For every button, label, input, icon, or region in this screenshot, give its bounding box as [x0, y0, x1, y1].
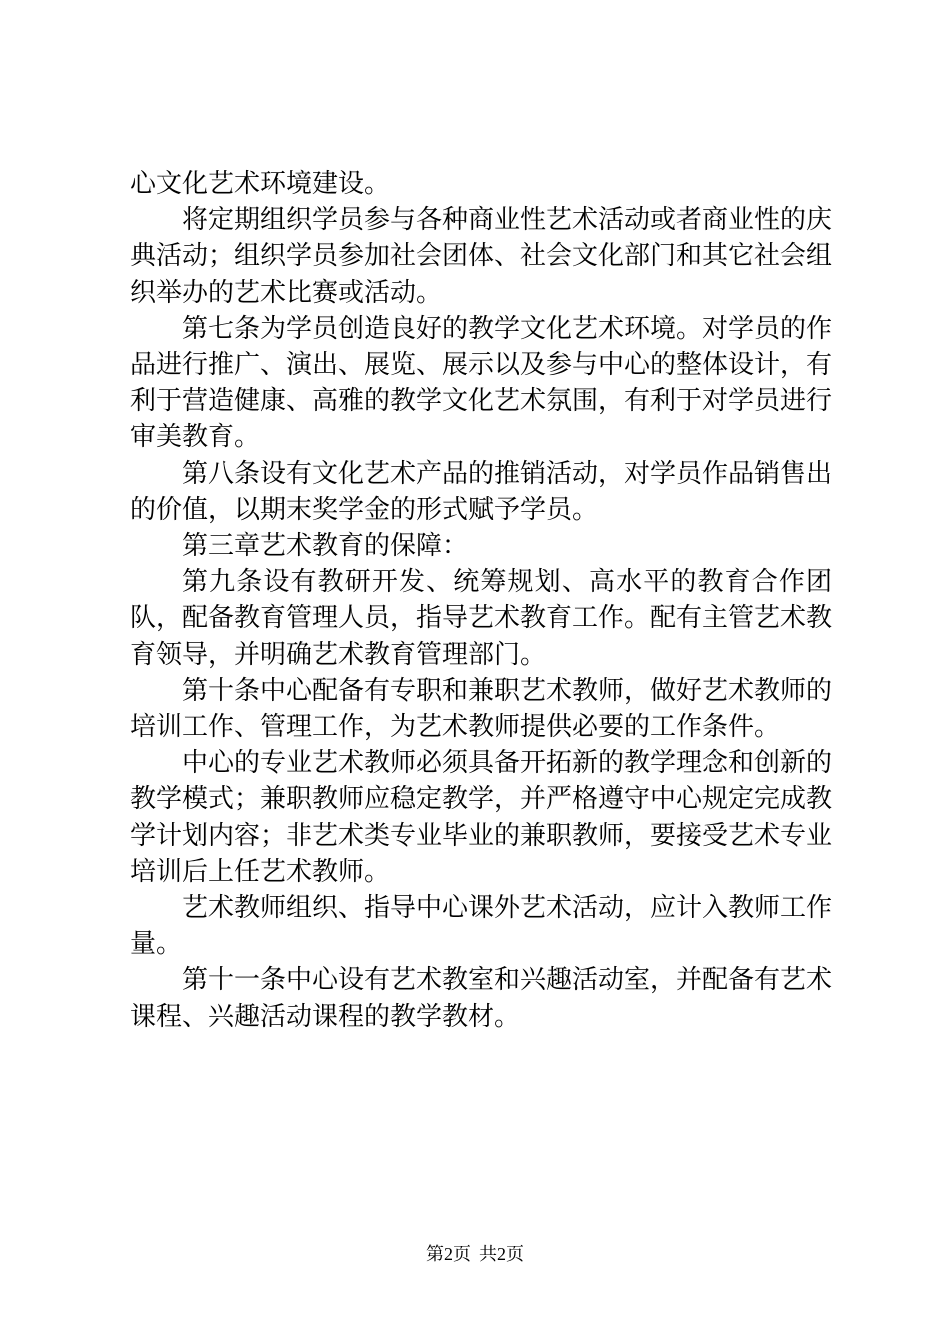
paragraph-continuation: 心文化艺术环境建设。: [130, 169, 391, 199]
paragraph-article-8: 第八条设有文化艺术产品的推销活动，对学员作品销售出的价值，以期末奖学金的形式赋予学员。: [130, 458, 833, 525]
paragraph-article-7: 第七条为学员创造良好的教学文化艺术环境。对学员的作品进行推广、演出、展览、展示以及参与中心的整体设计，有利于营造健康、高雅的教学文化艺术氛围，有利于对学员进行审美教育。: [130, 313, 833, 453]
page-total: 共2页: [479, 1244, 524, 1264]
chapter-heading: 第三章艺术教育的保障：: [182, 531, 469, 562]
paragraph-article-11: 第十一条中心设有艺术教室和兴趣活动室，并配备有艺术课程、兴趣活动课程的教学教材。: [130, 965, 833, 1032]
paragraph: 将定期组织学员参与各种商业性艺术活动或者商业性的庆典活动；组织学员参加社会团体、社会文化部门和其它社会组织举办的艺术比赛或活动。: [130, 205, 833, 308]
document-body: [130, 166, 832, 1035]
page-footer: [0, 1242, 950, 1266]
page-number: 第2页: [426, 1244, 471, 1264]
paragraph: 艺术教师组织、指导中心课外艺术活动，应计入教师工作量。: [130, 893, 833, 960]
paragraph-article-10: 第十条中心配备有专职和兼职艺术教师，做好艺术教师的培训工作、管理工作，为艺术教师提供必要的工作条件。: [130, 675, 833, 743]
paragraph: 中心的专业艺术教师必须具备开拓新的教学理念和创新的教学模式；兼职教师应稳定教学，并严格遵守中心规定完成教学计划内容；非艺术类专业毕业的兼职教师，要接受艺术专业培训后上任艺术教师。: [130, 748, 833, 887]
paragraph-article-9: 第九条设有教研开发、统筹规划、高水平的教育合作团队，配备教育管理人员，指导艺术教育工作。配有主管艺术教育领导，并明确艺术教育管理部门。: [130, 567, 833, 670]
